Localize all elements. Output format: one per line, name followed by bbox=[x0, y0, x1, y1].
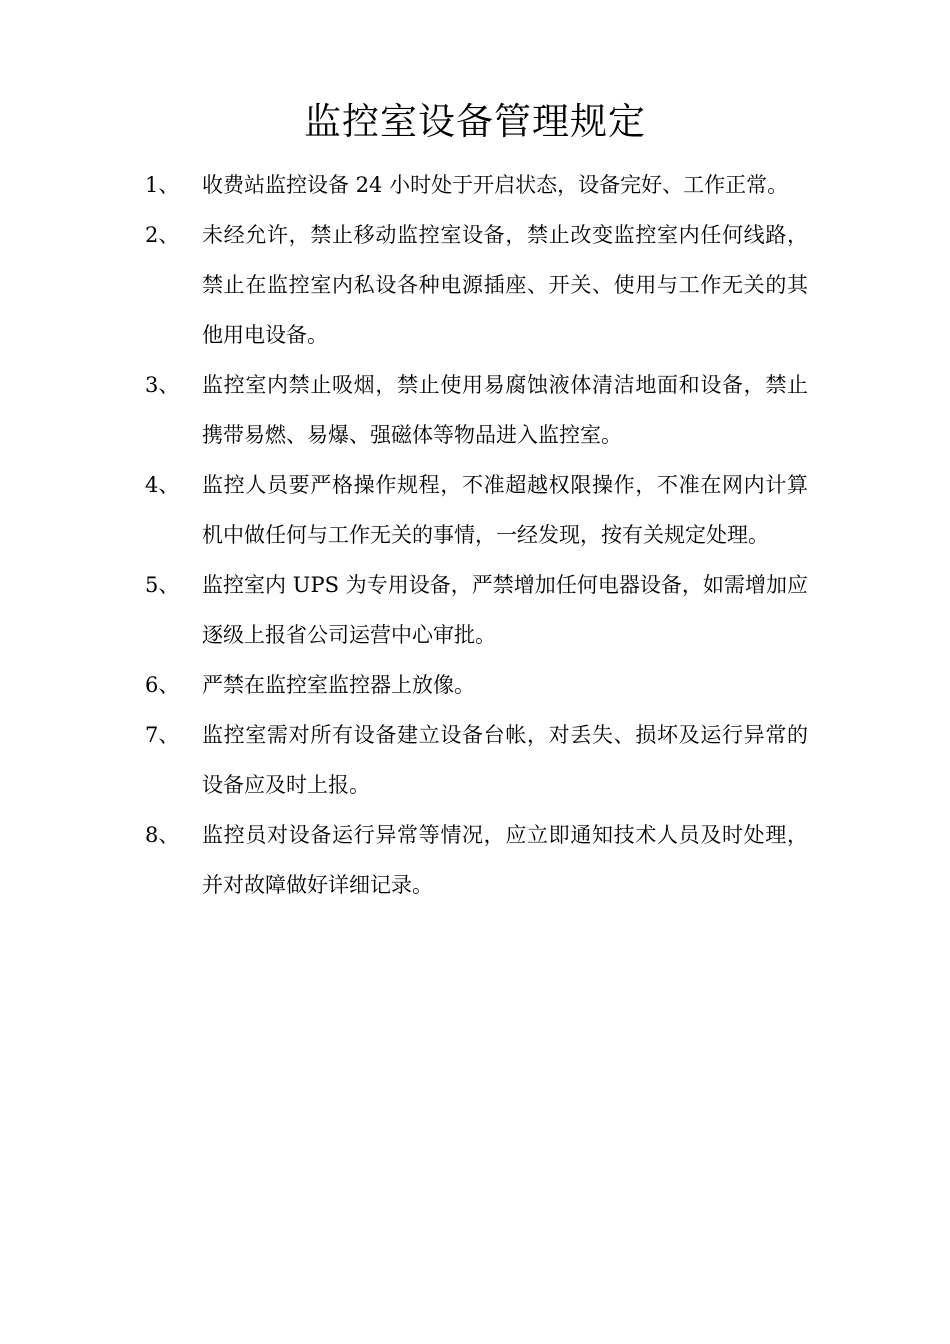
rule-number: 5、 bbox=[145, 573, 180, 597]
rule-item-7 bbox=[0, 710, 950, 810]
rule-item-8 bbox=[0, 810, 950, 910]
rule-item-5 bbox=[0, 560, 950, 660]
rule-item-6 bbox=[0, 660, 950, 710]
rules-list bbox=[0, 160, 950, 910]
rule-text: 监控员对设备运行异常等情况，应立即通知技术人员及时处理，并对故障做好详细记录。 bbox=[202, 823, 808, 897]
rule-text: 监控室内 UPS 为专用设备，严禁增加任何电器设备，如需增加应逐级上报省公司运营中心审批。 bbox=[202, 573, 808, 647]
rule-number: 2、 bbox=[145, 223, 180, 247]
rule-number: 1、 bbox=[145, 173, 180, 197]
rule-number: 8、 bbox=[145, 823, 180, 847]
rule-item-1 bbox=[0, 160, 950, 210]
rule-item-2 bbox=[0, 210, 950, 360]
rule-text: 监控人员要严格操作规程，不准超越权限操作，不准在网内计算机中做任何与工作无关的事情，一经发现，按有关规定处理。 bbox=[202, 473, 808, 547]
rule-text: 监控室内禁止吸烟，禁止使用易腐蚀液体清洁地面和设备，禁止携带易燃、易爆、强磁体等物品进入监控室。 bbox=[202, 373, 808, 447]
rule-item-4 bbox=[0, 460, 950, 560]
rule-number: 7、 bbox=[145, 723, 180, 747]
rule-text: 严禁在监控室监控器上放像。 bbox=[202, 673, 475, 697]
rule-text: 收费站监控设备 24 小时处于开启状态，设备完好、工作正常。 bbox=[202, 173, 789, 197]
rule-number: 3、 bbox=[145, 373, 180, 397]
document-title: 监控室设备管理规定 bbox=[304, 100, 646, 143]
rule-text: 未经允许，禁止移动监控室设备，禁止改变监控室内任何线路，禁止在监控室内私设各种电源插座、开关、使用与工作无关的其他用电设备。 bbox=[202, 223, 808, 347]
rule-number: 6、 bbox=[145, 673, 180, 697]
rule-number: 4、 bbox=[145, 473, 180, 497]
rule-text: 监控室需对所有设备建立设备台帐，对丢失、损坏及运行异常的设备应及时上报。 bbox=[202, 723, 808, 797]
rule-item-3 bbox=[0, 360, 950, 460]
